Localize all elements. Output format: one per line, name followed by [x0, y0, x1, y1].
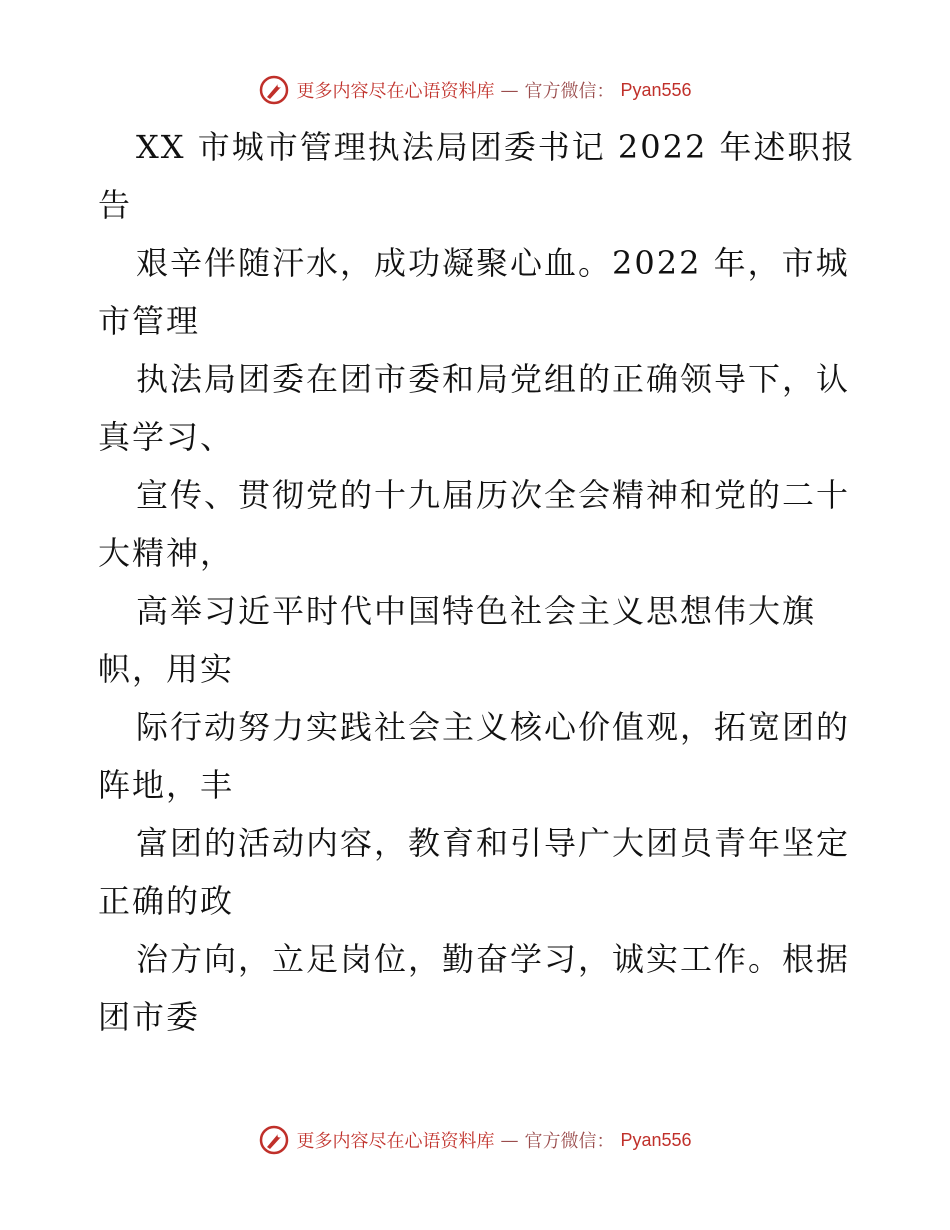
wechat-id: Pyan556 — [620, 1129, 692, 1150]
header-watermark — [0, 70, 950, 110]
paragraph-line: 执法局团委在团市委和局党组的正确领导下，认 — [136, 360, 851, 398]
paragraph — [98, 698, 858, 814]
wechat-id: Pyan556 — [620, 79, 692, 100]
brand-separator: — — [500, 1129, 519, 1151]
paragraph-line: 宣传、贯彻党的十九届历次全会精神和党的二十 — [136, 476, 851, 514]
pen-nib-logo-icon — [258, 74, 290, 106]
title-line-1: XX 市城市管理执法局团委书记 2022 年述职报 — [136, 128, 856, 166]
footer-watermark — [0, 1120, 950, 1160]
paragraph-line: 真学习、 — [98, 418, 235, 456]
brand-text: 更多内容尽在心语资料库 — [296, 81, 495, 102]
title-line-2: 告 — [98, 186, 133, 224]
pen-nib-logo-icon — [258, 1124, 290, 1156]
paragraph-line: 大精神， — [98, 534, 235, 572]
document-title — [98, 118, 858, 234]
paragraph-line: 高举习近平时代中国特色社会主义思想伟大旗 — [136, 592, 817, 630]
paragraph-line: 正确的政 — [98, 882, 235, 920]
paragraph-line: 阵地，丰 — [98, 766, 235, 804]
brand-separator: — — [500, 79, 519, 101]
paragraph — [98, 930, 858, 1046]
paragraph — [98, 466, 858, 582]
paragraph-line: 市管理 — [98, 302, 201, 340]
paragraph — [98, 814, 858, 930]
paragraph — [98, 350, 858, 466]
paragraph — [98, 234, 858, 350]
wechat-label: 官方微信： — [524, 1131, 615, 1152]
paragraph-line: 富团的活动内容，教育和引导广大团员青年坚定 — [136, 824, 851, 862]
paragraph — [98, 582, 858, 698]
paragraph-line: 治方向，立足岗位，勤奋学习，诚实工作。根据 — [136, 940, 851, 978]
brand-text: 更多内容尽在心语资料库 — [296, 1131, 495, 1152]
paragraph-line: 艰辛伴随汗水，成功凝聚心血。2022 年，市城 — [136, 244, 850, 282]
paragraph-line: 帜，用实 — [98, 650, 235, 688]
document-body — [98, 118, 858, 1046]
paragraph-line: 团市委 — [98, 998, 201, 1036]
wechat-label: 官方微信： — [524, 81, 615, 102]
paragraph-line: 际行动努力实践社会主义核心价值观，拓宽团的 — [136, 708, 851, 746]
